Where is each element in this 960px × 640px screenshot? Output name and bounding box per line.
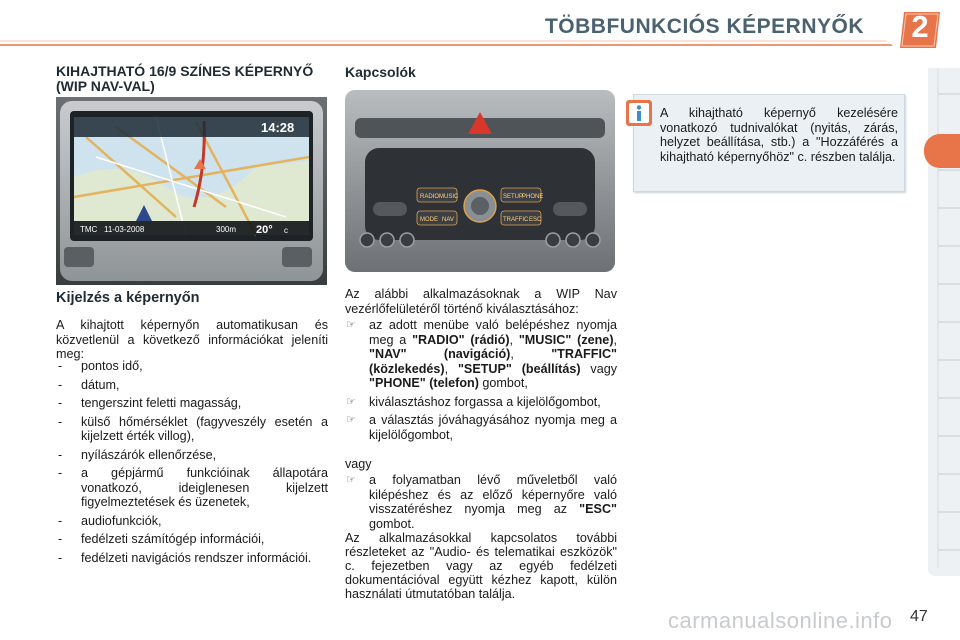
- btn-traffic[interactable]: TRAFFIC: [503, 217, 529, 223]
- watermark: carmanualsonline.info: [668, 608, 893, 633]
- controls-escape: [345, 473, 617, 535]
- console-photo: [345, 90, 615, 272]
- section-title-display: KIHAJTHATÓ 16/9 SZÍNES KÉPERNYŐ (WIP NAV-VAL): [56, 63, 314, 94]
- list-item: - nyílászárók ellenőrzése,: [58, 447, 217, 462]
- list-item: - külső hőmérséklet (fagyveszély esetén a kijelzett érték villog),: [58, 414, 328, 443]
- page-number: 47: [910, 608, 928, 625]
- controls-intro: Az alábbi alkalmazásoknak a WIP Nav vezérlőfelületéről történő kiválasztásához:: [345, 287, 617, 316]
- btn-esc[interactable]: ESC: [529, 217, 542, 223]
- pointer-icon: ☞: [346, 474, 356, 486]
- display-subheading: Kijelzés a képernyőn: [56, 290, 200, 306]
- screen-mode: TMC: [80, 225, 98, 234]
- screen-temperature: 20°: [256, 224, 273, 236]
- list-item: - pontos idő,: [58, 359, 143, 373]
- list-item: - a gépjármű funkcióinak állapotára vonatkozó, ideiglenesen kijelzett figyelmeztetések és üzenetek,: [58, 466, 328, 509]
- list-item: ☞ az adott menübe való belépéshez nyomja meg a "RADIO" (rádió), "MUSIC" (zene), "NAV" (navigáció), "TRAFFIC" (közlekedés), "SETUP" (beállítás) vagy "PHONE" (telefon) gombot,: [346, 318, 618, 390]
- controls-footer: Az alkalmazásokkal kapcsolatos további részleteket az "Audio- és telematikai eszközök" c. fejezetben vagy az egyéb fedélzeti dokumentációval együtt kézhez kapott, külön használati útmutatóban találja.: [345, 531, 617, 601]
- list-item: ☞ kiválasztáshoz forgassa a kijelölőgombot,: [346, 394, 601, 409]
- screen-time: 14:28: [261, 120, 295, 135]
- chapter-number: 2: [911, 9, 929, 44]
- info-text: A kihajtható képernyő kezelésére vonatkozó tudnivalókat (nyitás, zárás, helyzet beállítása, stb.) a "Hozzáférés a kihajtható képernyőhöz" c. részben találja.: [660, 106, 898, 164]
- screen-date: 11-03-2008: [104, 225, 145, 234]
- pointer-icon: ☞: [346, 319, 356, 331]
- screen-temp-unit: c: [284, 226, 288, 235]
- screen-distance: 300m: [216, 225, 237, 234]
- pointer-icon: ☞: [346, 414, 356, 426]
- btn-music[interactable]: MUSIC: [439, 194, 459, 200]
- list-item: - fedélzeti navigációs rendszer információi.: [58, 550, 312, 565]
- page-title: TÖBBFUNKCIÓS KÉPERNYŐK: [544, 15, 864, 38]
- btn-phone[interactable]: PHONE: [522, 194, 544, 200]
- or-label: vagy: [345, 457, 372, 471]
- btn-setup[interactable]: SETUP: [503, 194, 524, 200]
- controls-steps: [345, 318, 617, 446]
- list-item: ☞ a választás jóváhagyásához nyomja meg a kijelölőgombot,: [346, 413, 617, 442]
- list-item: - tengerszint feletti magasság,: [58, 396, 242, 410]
- section-title-controls: Kapcsolók: [345, 64, 416, 80]
- list-item: - audiofunkciók,: [58, 513, 162, 528]
- list-item: - dátum,: [58, 377, 120, 392]
- display-items-list: [56, 359, 328, 569]
- list-item: - fedélzeti számítógép információi,: [58, 532, 265, 546]
- list-item: ☞ a folyamatban lévő műveletből való kilépéshez és az előző képernyőre való visszatéréshez nyomja meg az "ESC" gombot.: [346, 473, 618, 531]
- btn-radio[interactable]: RADIO: [420, 194, 440, 200]
- active-chapter-tab[interactable]: [924, 134, 960, 168]
- info-icon: [625, 99, 653, 127]
- display-screen-photo: [56, 97, 327, 285]
- btn-nav[interactable]: NAV: [442, 217, 454, 223]
- btn-mode[interactable]: MODE: [420, 217, 438, 223]
- pointer-icon: ☞: [346, 395, 356, 408]
- display-intro: A kihajtott képernyőn automatikusan és közvetlenül a következő információkat jeleníti meg:: [56, 318, 328, 361]
